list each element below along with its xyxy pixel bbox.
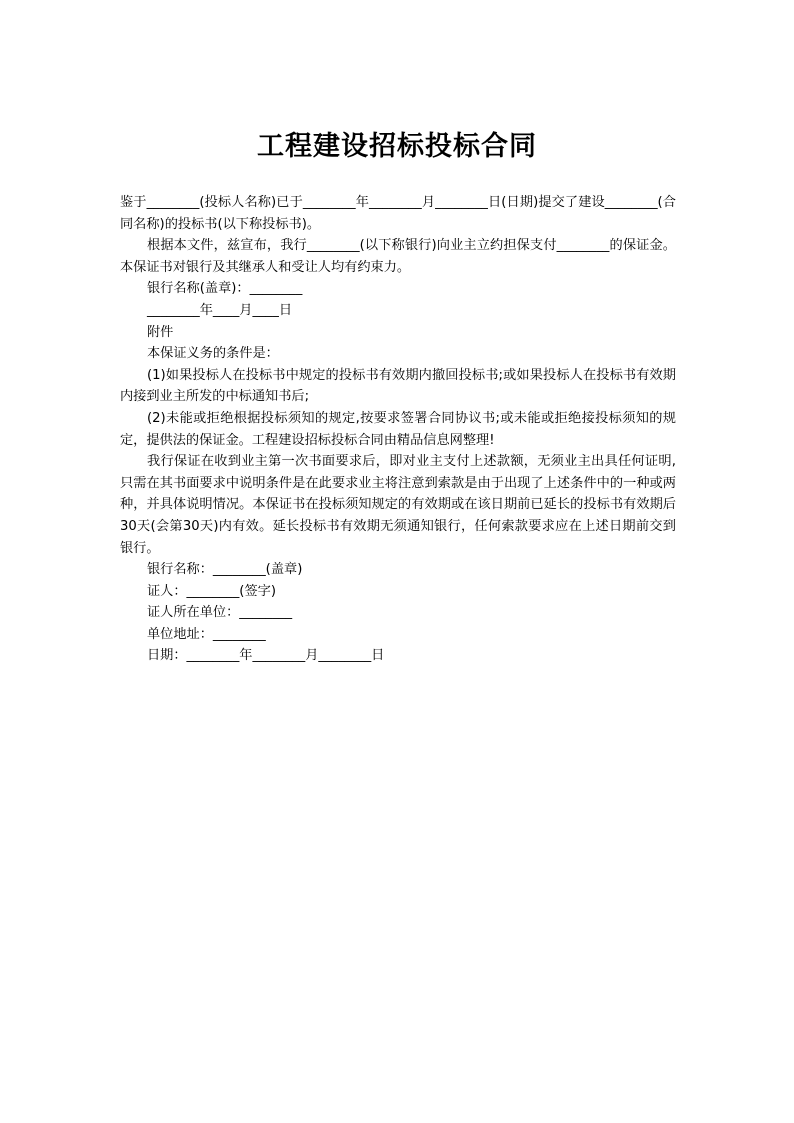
signature-witness-unit: 证人所在单位：________ <box>147 605 293 621</box>
bank-name-seal-line: 银行名称(盖章)：________ <box>147 281 303 297</box>
paragraph-guarantee: 我行保证在收到业主第一次书面要求后，即对业主支付上述款额，无须业主出具任何证明,只需在其书面要求中说明条件是在此要求业主将注意到索款是由于出现了上述条件中的一种或两种，并具体说明情况。本保证书在投标须知规定的有效期或在该日期前已延长的投标书有效期后30天(会第30天)内有效。延长投标书有效期无须通知银行，任何索款要求应在上述日期前交到银行。 <box>120 454 676 556</box>
document-title: 工程建设招标投标合同 <box>257 131 537 162</box>
signature-witness: 证人：________(签字) <box>147 583 276 599</box>
signature-date: 日期：________年________月________日 <box>147 648 385 664</box>
date-line: ________年____月____日 <box>147 302 293 318</box>
paragraph-declaration: 根据本文件，兹宣布，我行________(以下称银行)向业主立约担保支付________的保证金。本保证书对银行及其继承人和受让人均有约束力。 <box>120 238 676 275</box>
condition-1: (1)如果投标人在投标书中规定的投标书有效期内撤回投标书;或如果投标人在投标书有效期内接到业主所发的中标通知书后; <box>120 367 676 405</box>
document-body <box>120 192 676 667</box>
paragraph-preamble: 鉴于________(投标人名称)已于________年________月________日(日期)提交了建设________(合同名称)的投标书(以下称投标书)。 <box>120 195 676 232</box>
attachment-heading: 附件 <box>147 324 174 340</box>
signature-bank-name: 银行名称：________(盖章) <box>147 562 303 578</box>
condition-2: (2)未能或拒绝根据投标须知的规定,按要求签署合同协议书;或未能或拒绝接投标须知的规定，提供法的保证金。工程建设招标投标合同由精品信息网整理! <box>120 410 676 448</box>
conditions-heading: 本保证义务的条件是： <box>147 346 279 362</box>
signature-unit-address: 单位地址：________ <box>147 626 266 642</box>
